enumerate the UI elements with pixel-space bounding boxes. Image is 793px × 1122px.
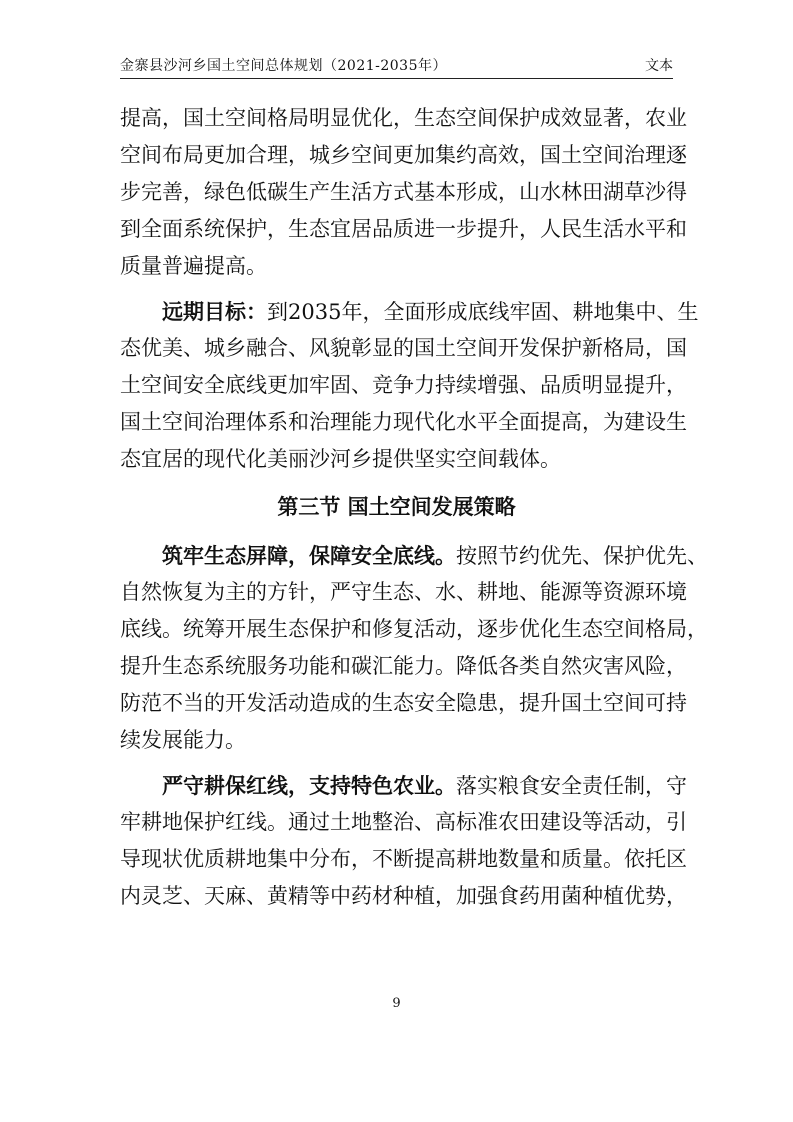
- text-line: 到全面系统保护，生态宜居品质进一步提升，人民生活水平和: [120, 217, 687, 241]
- text-line: 质量普遍提高。: [120, 254, 267, 278]
- paragraph-ecological-barrier: [120, 537, 708, 759]
- paragraph-lead: 严守耕保红线，支持特色农业。: [162, 773, 456, 798]
- paragraph-goals-continued: [120, 100, 687, 285]
- text-line: 续发展能力。: [120, 728, 246, 752]
- text-line: 态优美、城乡融合、风貌彰显的国土空间开发保护新格局，国: [120, 336, 687, 360]
- paragraph-lead: 远期目标：: [162, 299, 267, 324]
- text-line: 自然恢复为主的方针，严守生态、水、耕地、能源等资源环境: [120, 580, 687, 604]
- text-line: 空间布局更加合理，城乡空间更加集约高效，国土空间治理逐: [120, 143, 687, 167]
- text-span: 按照节约优先、保护优先、: [456, 544, 708, 568]
- text-line: 步完善，绿色低碳生产生活方式基本形成，山水林田湖草沙得: [120, 180, 687, 204]
- text-line: [120, 293, 699, 330]
- text-line: 牢耕地保护红线。通过土地整治、高标准农田建设等活动，引: [120, 810, 687, 834]
- document-title: 金寨县沙河乡国土空间总体规划（2021-2035年）: [120, 58, 447, 74]
- page-header: [120, 56, 673, 79]
- paragraph-long-term-goals: [120, 293, 699, 478]
- document-type-label: 文本: [645, 58, 673, 74]
- section-heading: 第三节 国土空间发展策略: [277, 494, 516, 519]
- text-line: 国土空间治理体系和治理能力现代化水平全面提高，为建设生: [120, 410, 687, 434]
- text-span: 落实粮食安全责任制，守: [456, 774, 687, 798]
- text-line: 提高，国土空间格局明显优化，生态空间保护成效显著，农业: [120, 106, 687, 130]
- text-line: 防范不当的开发活动造成的生态安全隐患，提升国土空间可持: [120, 691, 687, 715]
- paragraph-lead: 筑牢生态屏障，保障安全底线。: [162, 543, 456, 568]
- text-line: 态宜居的现代化美丽沙河乡提供坚实空间载体。: [120, 447, 561, 471]
- document-body: [120, 100, 708, 915]
- paragraph-farmland-redline: [120, 767, 687, 915]
- text-line: [120, 767, 687, 804]
- text-line: 提升生态系统服务功能和碳汇能力。降低各类自然灾害风险，: [120, 654, 687, 678]
- text-span: 到2035年，全面形成底线牢固、耕地集中、生: [267, 300, 699, 324]
- text-line: [120, 537, 708, 574]
- text-line: 底线。统筹开展生态保护和修复活动，逐步优化生态空间格局，: [120, 617, 708, 641]
- page-number: 9: [392, 996, 401, 1011]
- text-line: 内灵芝、天麻、黄精等中药材种植，加强食药用菌种植优势，: [120, 884, 687, 908]
- text-line: 土空间安全底线更加牢固、竞争力持续增强、品质明显提升，: [120, 373, 687, 397]
- text-line: 导现状优质耕地集中分布，不断提高耕地数量和质量。依托区: [120, 847, 687, 871]
